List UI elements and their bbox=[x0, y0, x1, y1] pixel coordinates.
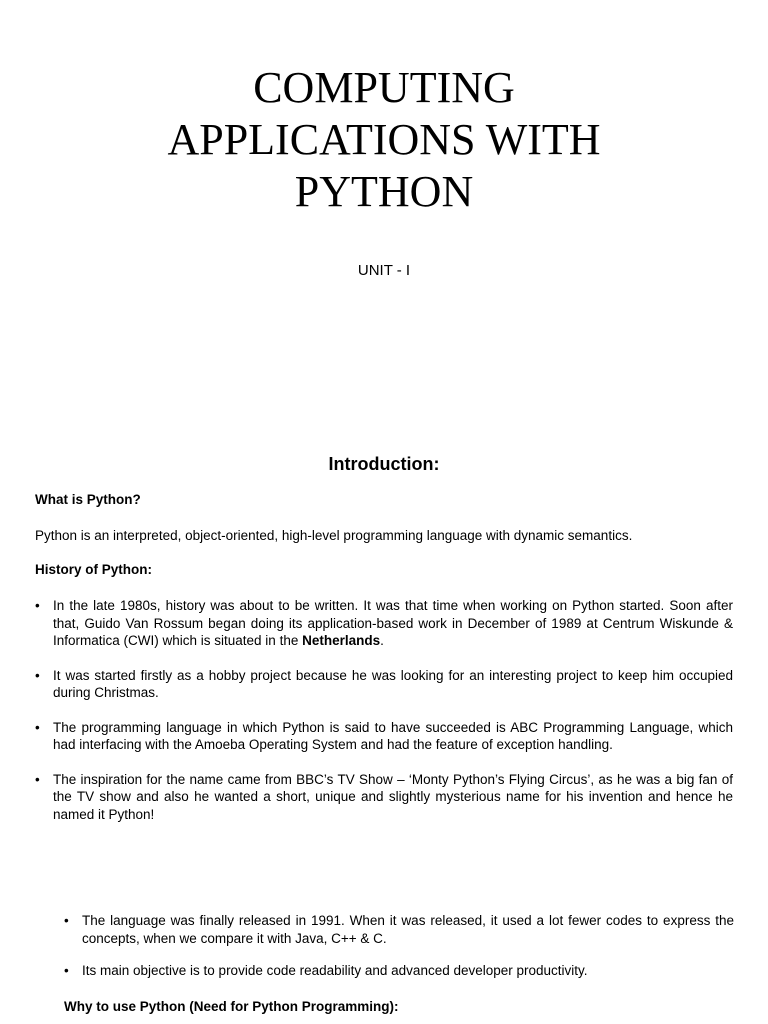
introduction-heading: Introduction: bbox=[328, 454, 440, 474]
list-item bbox=[35, 667, 733, 702]
history-bullet-1-end: . bbox=[380, 633, 384, 648]
title-line-3: PYTHON bbox=[294, 167, 474, 216]
list-item bbox=[64, 962, 734, 980]
what-is-python-text: Python is an interpreted, object-oriented, high-level programming language with dynamic semantics. bbox=[35, 528, 633, 543]
list-item bbox=[35, 597, 733, 650]
what-is-python-heading: What is Python? bbox=[35, 492, 141, 507]
release-bullet-2-text: Its main objective is to provide code readability and advanced developer productivity. bbox=[82, 963, 588, 978]
document-title bbox=[0, 62, 768, 218]
history-bullet-1-text: In the late 1980s, history was about to be written. It was that time when working on Python started. Soon after that, Guido Van Rossum began doing its application-based work in December of 1989 at Centrum Wiskunde & Informatica (CWI) which is situated in the bbox=[53, 598, 733, 648]
list-item bbox=[35, 771, 733, 824]
list-item bbox=[35, 719, 733, 754]
history-heading: History of Python: bbox=[35, 562, 152, 577]
why-use-python-heading: Why to use Python (Need for Python Programming): bbox=[64, 999, 399, 1014]
release-bullet-list bbox=[64, 912, 734, 995]
title-line-1: COMPUTING bbox=[253, 63, 515, 112]
history-bullet-3-text: The programming language in which Python is said to have succeeded is ABC Programming Language, which had interfacing with the Amoeba Operating System and had the feature of exception handling. bbox=[53, 719, 733, 752]
history-bullet-2-text: It was started firstly as a hobby project because he was looking for an interesting project to keep him occupied during Christmas. bbox=[53, 667, 733, 700]
unit-label: UNIT - I bbox=[357, 262, 411, 279]
release-bullet-1-text: The language was finally released in 1991. When it was released, it used a lot fewer codes to express the concepts, when we compare it with Java, C++ & C. bbox=[82, 913, 734, 946]
history-bullet-4-text: The inspiration for the name came from BBC’s TV Show – ‘Monty Python’s Flying Circus’, as he was a big fan of the TV show and also he wanted a short, unique and slightly mysterious name for his invention and hence he named it Python! bbox=[53, 771, 733, 822]
history-bullet-list bbox=[35, 597, 733, 840]
title-line-2: APPLICATIONS WITH bbox=[167, 115, 601, 164]
netherlands-bold: Netherlands bbox=[302, 633, 381, 648]
list-item bbox=[64, 912, 734, 947]
